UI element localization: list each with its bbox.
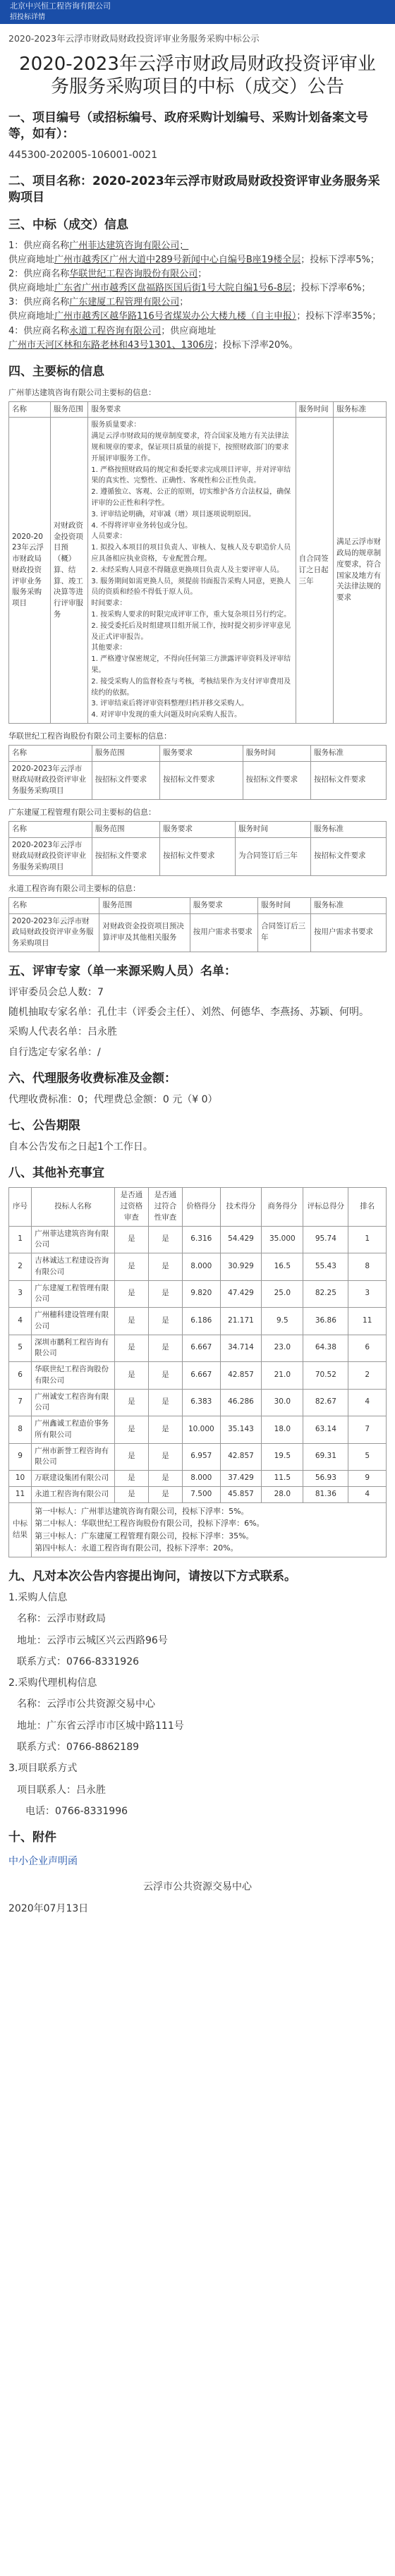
score-cell: 19.5 xyxy=(262,1443,303,1471)
score-cell: 吉林诚达工程建设咨询有限公司 xyxy=(32,1253,115,1281)
score-cell: 69.31 xyxy=(303,1443,348,1471)
score-cell: 是 xyxy=(114,1471,148,1487)
score-cell: 23.0 xyxy=(262,1335,303,1362)
award-line: 3：供应商名称 xyxy=(8,297,70,308)
buyer-representative: 采购人代表名单：吕永胜 xyxy=(8,1026,117,1038)
score-cell: 37.429 xyxy=(220,1471,262,1487)
score-cell: 是 xyxy=(148,1226,182,1253)
section-10-heading: 十、附件 xyxy=(8,1830,56,1845)
table-cell: 按招标文件要求 xyxy=(159,837,235,875)
table-cell: 按用户需求书要求 xyxy=(190,913,257,952)
supplier-address: 广东省广州市越秀区盘福路医国后街1号大院自编1号6-8层 xyxy=(54,283,292,294)
col-header: 服务时间 xyxy=(258,897,311,913)
score-cell: 11 xyxy=(9,1486,32,1502)
score-cell: 6.667 xyxy=(183,1362,221,1390)
table-row xyxy=(9,1471,387,1487)
contact-name: 项目联系人：吕永胜 xyxy=(17,1784,106,1796)
selected-experts: 自行选定专家名单：/ xyxy=(8,1046,101,1058)
score-cell: 是 xyxy=(148,1362,182,1390)
score-cell: 35.143 xyxy=(220,1416,262,1444)
score-cell: 5 xyxy=(9,1335,32,1362)
score-cell: 2 xyxy=(9,1253,32,1281)
result-line: 第一中标人：广州菲达建筑咨询有限公司，投标下浮率：5%。 xyxy=(35,1506,249,1516)
cell-standard: 满足云浮市财政局的规章制度要求，符合国家及地方有关法律法规的要求 xyxy=(334,418,387,724)
sme-declaration-link[interactable]: 中小企业声明函 xyxy=(8,1856,78,1868)
page-title: 2020-2023年云浮市财政局财政投资评审业务服务采购项目的中标（成交）公告 xyxy=(19,53,376,98)
score-cell: 是 xyxy=(114,1362,148,1390)
score-col-header: 投标人名称 xyxy=(32,1188,115,1226)
score-cell: 82.25 xyxy=(303,1280,348,1308)
col-header: 名称 xyxy=(9,821,92,837)
supplier-address: 广州市天河区林和东路老林和43号1301、1306房 xyxy=(8,339,214,351)
score-cell: 广州鑫诚工程造价事务所有限公司 xyxy=(32,1416,115,1444)
subject-table-2 xyxy=(8,745,387,800)
score-cell: 是 xyxy=(114,1416,148,1444)
col-header: 服务时间 xyxy=(296,401,334,418)
buyer-name: 名称：云浮市财政局 xyxy=(17,1613,106,1625)
table-row xyxy=(9,1280,387,1308)
score-cell: 8.000 xyxy=(183,1471,221,1487)
table-cell: 合同签订后三年 xyxy=(258,913,311,952)
table-caption: 广东建厦工程管理有限公司主要标的信息： xyxy=(8,807,156,817)
score-cell: 广东建厦工程管理有限公司 xyxy=(32,1280,115,1308)
section-1-heading: 一、项目编号（或招标编号、政府采购计划编号、采购计划备案文号等，如有）： xyxy=(8,110,368,141)
award-line: ；投标下浮率6%； xyxy=(291,283,371,294)
score-cell: 18.0 xyxy=(262,1416,303,1444)
score-col-header: 排名 xyxy=(348,1188,387,1226)
score-table xyxy=(8,1187,387,1557)
score-cell: 42.857 xyxy=(220,1362,262,1390)
score-cell: 45.857 xyxy=(220,1486,262,1502)
score-cell: 56.93 xyxy=(303,1471,348,1487)
col-header: 服务时间 xyxy=(243,745,310,761)
score-cell: 9 xyxy=(9,1443,32,1471)
subject-table-3 xyxy=(8,821,387,876)
score-cell: 是 xyxy=(148,1443,182,1471)
score-cell: 82.67 xyxy=(303,1389,348,1416)
section-3-heading: 三、中标（成交）信息 xyxy=(8,217,128,232)
col-header: 名称 xyxy=(9,897,99,913)
score-cell: 9 xyxy=(348,1471,387,1487)
issue-date: 2020年07月13日 xyxy=(8,1902,89,1914)
score-cell: 6.957 xyxy=(183,1443,221,1471)
score-cell: 70.52 xyxy=(303,1362,348,1390)
result-line: 第四中标人：永道工程咨询有限公司，投标下浮率：20%。 xyxy=(35,1543,238,1553)
col-header: 服务标准 xyxy=(310,821,386,837)
score-cell: 是 xyxy=(114,1486,148,1502)
score-cell: 是 xyxy=(114,1389,148,1416)
section-4-heading: 四、主要标的信息 xyxy=(8,364,104,379)
subject-table-1 xyxy=(8,401,387,724)
score-cell: 6.186 xyxy=(183,1308,221,1335)
breadcrumb: 2020-2023年云浮市财政局财政投资评审业务服务采购中标公示 xyxy=(8,33,260,44)
award-line: ； xyxy=(179,297,189,308)
col-header: 服务要求 xyxy=(190,897,257,913)
agent-fee: 代理收费标准：0；代理费总金额：0 元（¥ 0） xyxy=(8,1093,218,1105)
score-cell: 3 xyxy=(348,1280,387,1308)
table-row xyxy=(9,1443,387,1471)
award-line: 供应商地址 xyxy=(8,283,55,294)
award-line: 1：供应商名称 xyxy=(8,240,70,251)
table-cell: 为合同签订后三年 xyxy=(235,837,310,875)
score-cell: 是 xyxy=(114,1226,148,1253)
table-cell: 按招标文件要求 xyxy=(310,837,386,875)
agent-title: 2.采购代理机构信息 xyxy=(8,1677,97,1689)
table-caption: 永道工程咨询有限公司主要标的信息： xyxy=(8,883,140,893)
score-cell: 9.5 xyxy=(262,1308,303,1335)
col-header: 服务范围 xyxy=(92,745,159,761)
score-col-header: 是否通过资格审查 xyxy=(114,1188,148,1226)
score-cell: 11 xyxy=(348,1308,387,1335)
score-col-header: 价格得分 xyxy=(183,1188,221,1226)
table-caption: 广州菲达建筑咨询有限公司主要标的信息： xyxy=(8,387,156,397)
score-cell: 36.86 xyxy=(303,1308,348,1335)
section-6-heading: 六、代理服务收费标准及金额： xyxy=(8,1071,176,1086)
score-cell: 是 xyxy=(114,1308,148,1335)
score-cell: 4 xyxy=(348,1389,387,1416)
score-cell: 是 xyxy=(148,1416,182,1444)
score-cell: 广州市新誉工程咨询有限公司 xyxy=(32,1443,115,1471)
buyer-title: 1.采购人信息 xyxy=(8,1591,68,1603)
table-row xyxy=(9,1308,387,1335)
col-header: 服务标准 xyxy=(310,745,386,761)
award-line: ；投标下浮率35%； xyxy=(296,311,382,322)
award-line: 供应商地址 xyxy=(8,311,55,322)
table-cell: 按用户需求书要求 xyxy=(310,913,386,952)
score-cell: 6.316 xyxy=(183,1226,221,1253)
contact-phone: 电话：0766-8331996 xyxy=(25,1805,128,1817)
table-row xyxy=(9,1416,387,1444)
supplier-address: 广州市越秀区越华路116号省煤炭办公大楼九楼（自主申报） xyxy=(54,311,297,322)
agent-phone: 联系方式：0766-8862189 xyxy=(17,1741,140,1753)
score-cell: 8 xyxy=(9,1416,32,1444)
supplier-address: 广州市越秀区广州大道中289号新闻中心自编号B座19楼全层 xyxy=(54,254,301,265)
section-8-heading: 八、其他补充事宜 xyxy=(8,1166,104,1181)
award-line: ； xyxy=(198,269,207,280)
score-cell: 6 xyxy=(348,1335,387,1362)
score-cell: 11.5 xyxy=(262,1471,303,1487)
score-cell: 2 xyxy=(348,1362,387,1390)
subject-table-4 xyxy=(8,897,387,952)
table-cell: 2020-2023年云浮市财政局财政投资评审业务服务采购项目 xyxy=(9,761,92,799)
score-cell: 5 xyxy=(348,1443,387,1471)
col-header: 服务时间 xyxy=(235,821,310,837)
table-cell: 2020-2023年云浮市财政局财政投资评审业务服务采购项目 xyxy=(9,913,99,952)
score-cell: 是 xyxy=(148,1471,182,1487)
score-cell: 35.000 xyxy=(262,1226,303,1253)
top-bar xyxy=(0,0,395,24)
score-cell: 25.0 xyxy=(262,1280,303,1308)
score-cell: 7 xyxy=(9,1389,32,1416)
score-cell: 28.0 xyxy=(262,1486,303,1502)
section-2-heading: 二、项目名称：2020-2023年云浮市财政局财政投资评审业务服务采购项目 xyxy=(8,174,380,205)
score-cell: 1 xyxy=(9,1226,32,1253)
result-line: 第二中标人：华联世纪工程咨询股份有限公司，投标下浮率：6%。 xyxy=(35,1519,265,1529)
score-cell: 54.429 xyxy=(220,1226,262,1253)
score-cell: 30.929 xyxy=(220,1253,262,1281)
score-col-header: 技术得分 xyxy=(220,1188,262,1226)
table-cell: 按招标文件要求 xyxy=(243,761,310,799)
table-cell: 按招标文件要求 xyxy=(310,761,386,799)
section-7-heading: 七、公告期限 xyxy=(8,1119,80,1134)
table-row xyxy=(9,1226,387,1253)
score-cell: 42.857 xyxy=(220,1443,262,1471)
section-9-heading: 九、凡对本次公告内容提出询问，请按以下方式联系。 xyxy=(8,1569,296,1584)
result-line: 第三中标人：广东建厦工程管理有限公司，投标下浮率：35%。 xyxy=(35,1531,254,1541)
score-cell: 8.000 xyxy=(183,1253,221,1281)
cell-time: 自合同签订之日起三年 xyxy=(296,418,334,724)
score-col-header: 商务得分 xyxy=(262,1188,303,1226)
col-header: 服务范围 xyxy=(50,401,88,418)
score-cell: 4 xyxy=(348,1486,387,1502)
score-cell: 是 xyxy=(148,1308,182,1335)
cell-scope: 对财政资金投资项目预（概）算、结算、竣工决算等进行评审服务 xyxy=(50,418,88,724)
score-cell: 是 xyxy=(148,1253,182,1281)
col-header: 服务标准 xyxy=(310,897,386,913)
score-cell: 是 xyxy=(148,1280,182,1308)
table-cell: 按招标文件要求 xyxy=(159,761,243,799)
score-cell: 46.286 xyxy=(220,1389,262,1416)
award-line: ；投标下浮率5%； xyxy=(300,254,379,265)
cell-name: 2020-2023年云浮市财政局财政投资评审业务服务采购项目 xyxy=(9,418,51,724)
col-header: 服务要求 xyxy=(159,821,235,837)
score-cell: 是 xyxy=(114,1335,148,1362)
score-cell: 1 xyxy=(348,1226,387,1253)
score-cell: 是 xyxy=(148,1335,182,1362)
score-cell: 万联建设集团有限公司 xyxy=(32,1471,115,1487)
score-cell: 是 xyxy=(148,1389,182,1416)
col-header: 服务标准 xyxy=(334,401,387,418)
table-cell: 2020-2023年云浮市财政局财政投资评审业务服务采购项目 xyxy=(9,837,92,875)
award-line: ；投标下浮率20%。 xyxy=(213,339,298,351)
supplier-name: 广东建厦工程管理有限公司 xyxy=(69,297,180,308)
score-col-header: 是否通过符合性审查 xyxy=(148,1188,182,1226)
supplier-name: 永道工程咨询有限公司 xyxy=(69,325,162,336)
score-cell: 21.171 xyxy=(220,1308,262,1335)
score-col-header: 评标总得分 xyxy=(303,1188,348,1226)
score-cell: 6.667 xyxy=(183,1335,221,1362)
score-cell: 34.714 xyxy=(220,1335,262,1362)
col-header: 名称 xyxy=(9,745,92,761)
table-row xyxy=(9,1335,387,1362)
score-cell: 是 xyxy=(114,1443,148,1471)
score-col-header: 序号 xyxy=(9,1188,32,1226)
result-cell xyxy=(32,1502,387,1557)
col-header: 服务要求 xyxy=(88,401,296,418)
award-line: 2：供应商名称 xyxy=(8,269,70,280)
col-header: 服务范围 xyxy=(92,821,159,837)
score-cell: 47.429 xyxy=(220,1280,262,1308)
agent-name: 名称：云浮市公共资源交易中心 xyxy=(17,1699,155,1711)
score-cell: 95.74 xyxy=(303,1226,348,1253)
result-label: 中标结果 xyxy=(9,1502,32,1557)
supplier-name: 华联世纪工程咨询股份有限公司 xyxy=(69,269,198,280)
table-cell: 按招标文件要求 xyxy=(92,761,159,799)
score-cell: 55.43 xyxy=(303,1253,348,1281)
score-cell: 7 xyxy=(348,1416,387,1444)
score-cell: 16.5 xyxy=(262,1253,303,1281)
score-cell: 8 xyxy=(348,1253,387,1281)
score-cell: 华联世纪工程咨询股份有限公司 xyxy=(32,1362,115,1390)
award-line: ；供应商地址 xyxy=(161,325,217,336)
score-cell: 10 xyxy=(9,1471,32,1487)
score-cell: 10.000 xyxy=(183,1416,221,1444)
score-cell: 4 xyxy=(9,1308,32,1335)
project-number: 445300-202005-106001-0021 xyxy=(8,149,158,161)
score-cell: 是 xyxy=(148,1486,182,1502)
award-line: 4：供应商名称 xyxy=(8,325,70,336)
agent-address: 地址：广东省云浮市市区城中路111号 xyxy=(17,1720,184,1732)
score-cell: 6.383 xyxy=(183,1389,221,1416)
score-cell: 广州菲达建筑咨询有限公司 xyxy=(32,1226,115,1253)
score-cell: 3 xyxy=(9,1280,32,1308)
table-row xyxy=(9,1389,387,1416)
cell-requirements: 服务质量要求： 满足云浮市财政局的规章制度要求，符合国家及地方有关法律法规和规章的要求，保证项目质量的前提下，按照财政部门的要求开展评审服务工作。 1. 严格按照财政局的规定和委托要求完成项目评审，并对评审结果的真实性、完整性、正确性、客观性和公正性负责。 2. 遵循独立、客观、公正的原则，切实维护各方合法权益，确保评审的公正性和科学性。 3. 评审结论明确，对审减（增）项目逐项说明原因。 4. 不得将评审业务转包或分包。 人员要求： 1. 拟投入本项目的项目负责人、审核人、复核人及专职造价人员应具备相应执业资格，专业配置合理。 2. 未经采购人同意不得随意更换项目负责人及主要评审人员。 3. 服务期间如需更换人员，须提前书面报告采购人同意，更换人员的资质和经验不得低于原人员。 时间要求： 1. 按采购人要求的时限完成评审工作，重大复杂项目另行约定。 2. 接受委托后及时组建项目组开展工作，按时提交初步评审意见及正式评审报告。 其他要求： 1. 严格遵守保密规定，不得向任何第三方泄露评审资料及评审结果。 2. 接受采购人的监督检查与考核，考核结果作为支付评审费用及续约的依据。 3. 评审结束后将评审资料整理归档并移交采购人。 4. 对评审中发现的重大问题及时向采购人报告。 xyxy=(88,418,296,724)
section-5-heading: 五、评审专家（单一来源采购人员）名单： xyxy=(8,964,236,978)
table-cell: 按招标文件要求 xyxy=(92,837,159,875)
table-row xyxy=(9,1362,387,1390)
award-info xyxy=(8,239,387,353)
org-name: 北京中兴恒工程咨询有限公司 xyxy=(10,1,111,11)
col-header: 服务范围 xyxy=(99,897,190,913)
contact-title: 3.项目联系方式 xyxy=(8,1763,78,1775)
score-cell: 21.0 xyxy=(262,1362,303,1390)
table-row xyxy=(9,1486,387,1502)
score-cell: 64.38 xyxy=(303,1335,348,1362)
tab-bidding-detail[interactable]: 招投标详情 xyxy=(10,13,45,22)
table-row xyxy=(9,1253,387,1281)
score-cell: 深圳市鹏利工程咨询有限公司 xyxy=(32,1335,115,1362)
score-cell: 永道工程咨询有限公司 xyxy=(32,1486,115,1502)
score-cell: 广州穗科建设管理有限公司 xyxy=(32,1308,115,1335)
table-caption: 华联世纪工程咨询股份有限公司主要标的信息： xyxy=(8,731,171,741)
score-cell: 9.820 xyxy=(183,1280,221,1308)
award-line: 供应商地址 xyxy=(8,254,55,265)
expert-total: 评审委员会总人数：7 xyxy=(8,986,104,998)
score-cell: 63.14 xyxy=(303,1416,348,1444)
score-cell: 30.0 xyxy=(262,1389,303,1416)
score-cell: 81.36 xyxy=(303,1486,348,1502)
expert-list: 随机抽取专家名单：孔仕丰（评委会主任）、刘然、何德华、李燕扬、苏颖、何明。 xyxy=(8,1007,369,1019)
buyer-phone: 联系方式：0766-8331926 xyxy=(17,1655,140,1667)
supplier-name: 广州菲达建筑咨询有限公司； xyxy=(69,240,189,251)
notice-body xyxy=(0,24,395,1916)
buyer-address: 地址：云浮市云城区兴云西路96号 xyxy=(17,1634,168,1646)
notice-period: 自本公告发布之日起1个工作日。 xyxy=(8,1141,153,1153)
table-cell: 对财政资金投资项目预决算评审及其他相关服务 xyxy=(99,913,190,952)
score-cell: 是 xyxy=(114,1280,148,1308)
col-header: 名称 xyxy=(9,401,51,418)
score-cell: 7.500 xyxy=(183,1486,221,1502)
score-cell: 6 xyxy=(9,1362,32,1390)
col-header: 服务要求 xyxy=(159,745,243,761)
score-cell: 是 xyxy=(114,1253,148,1281)
score-cell: 广州诚安工程咨询有限公司 xyxy=(32,1389,115,1416)
issuer-org: 云浮市公共资源交易中心 xyxy=(143,1881,252,1893)
